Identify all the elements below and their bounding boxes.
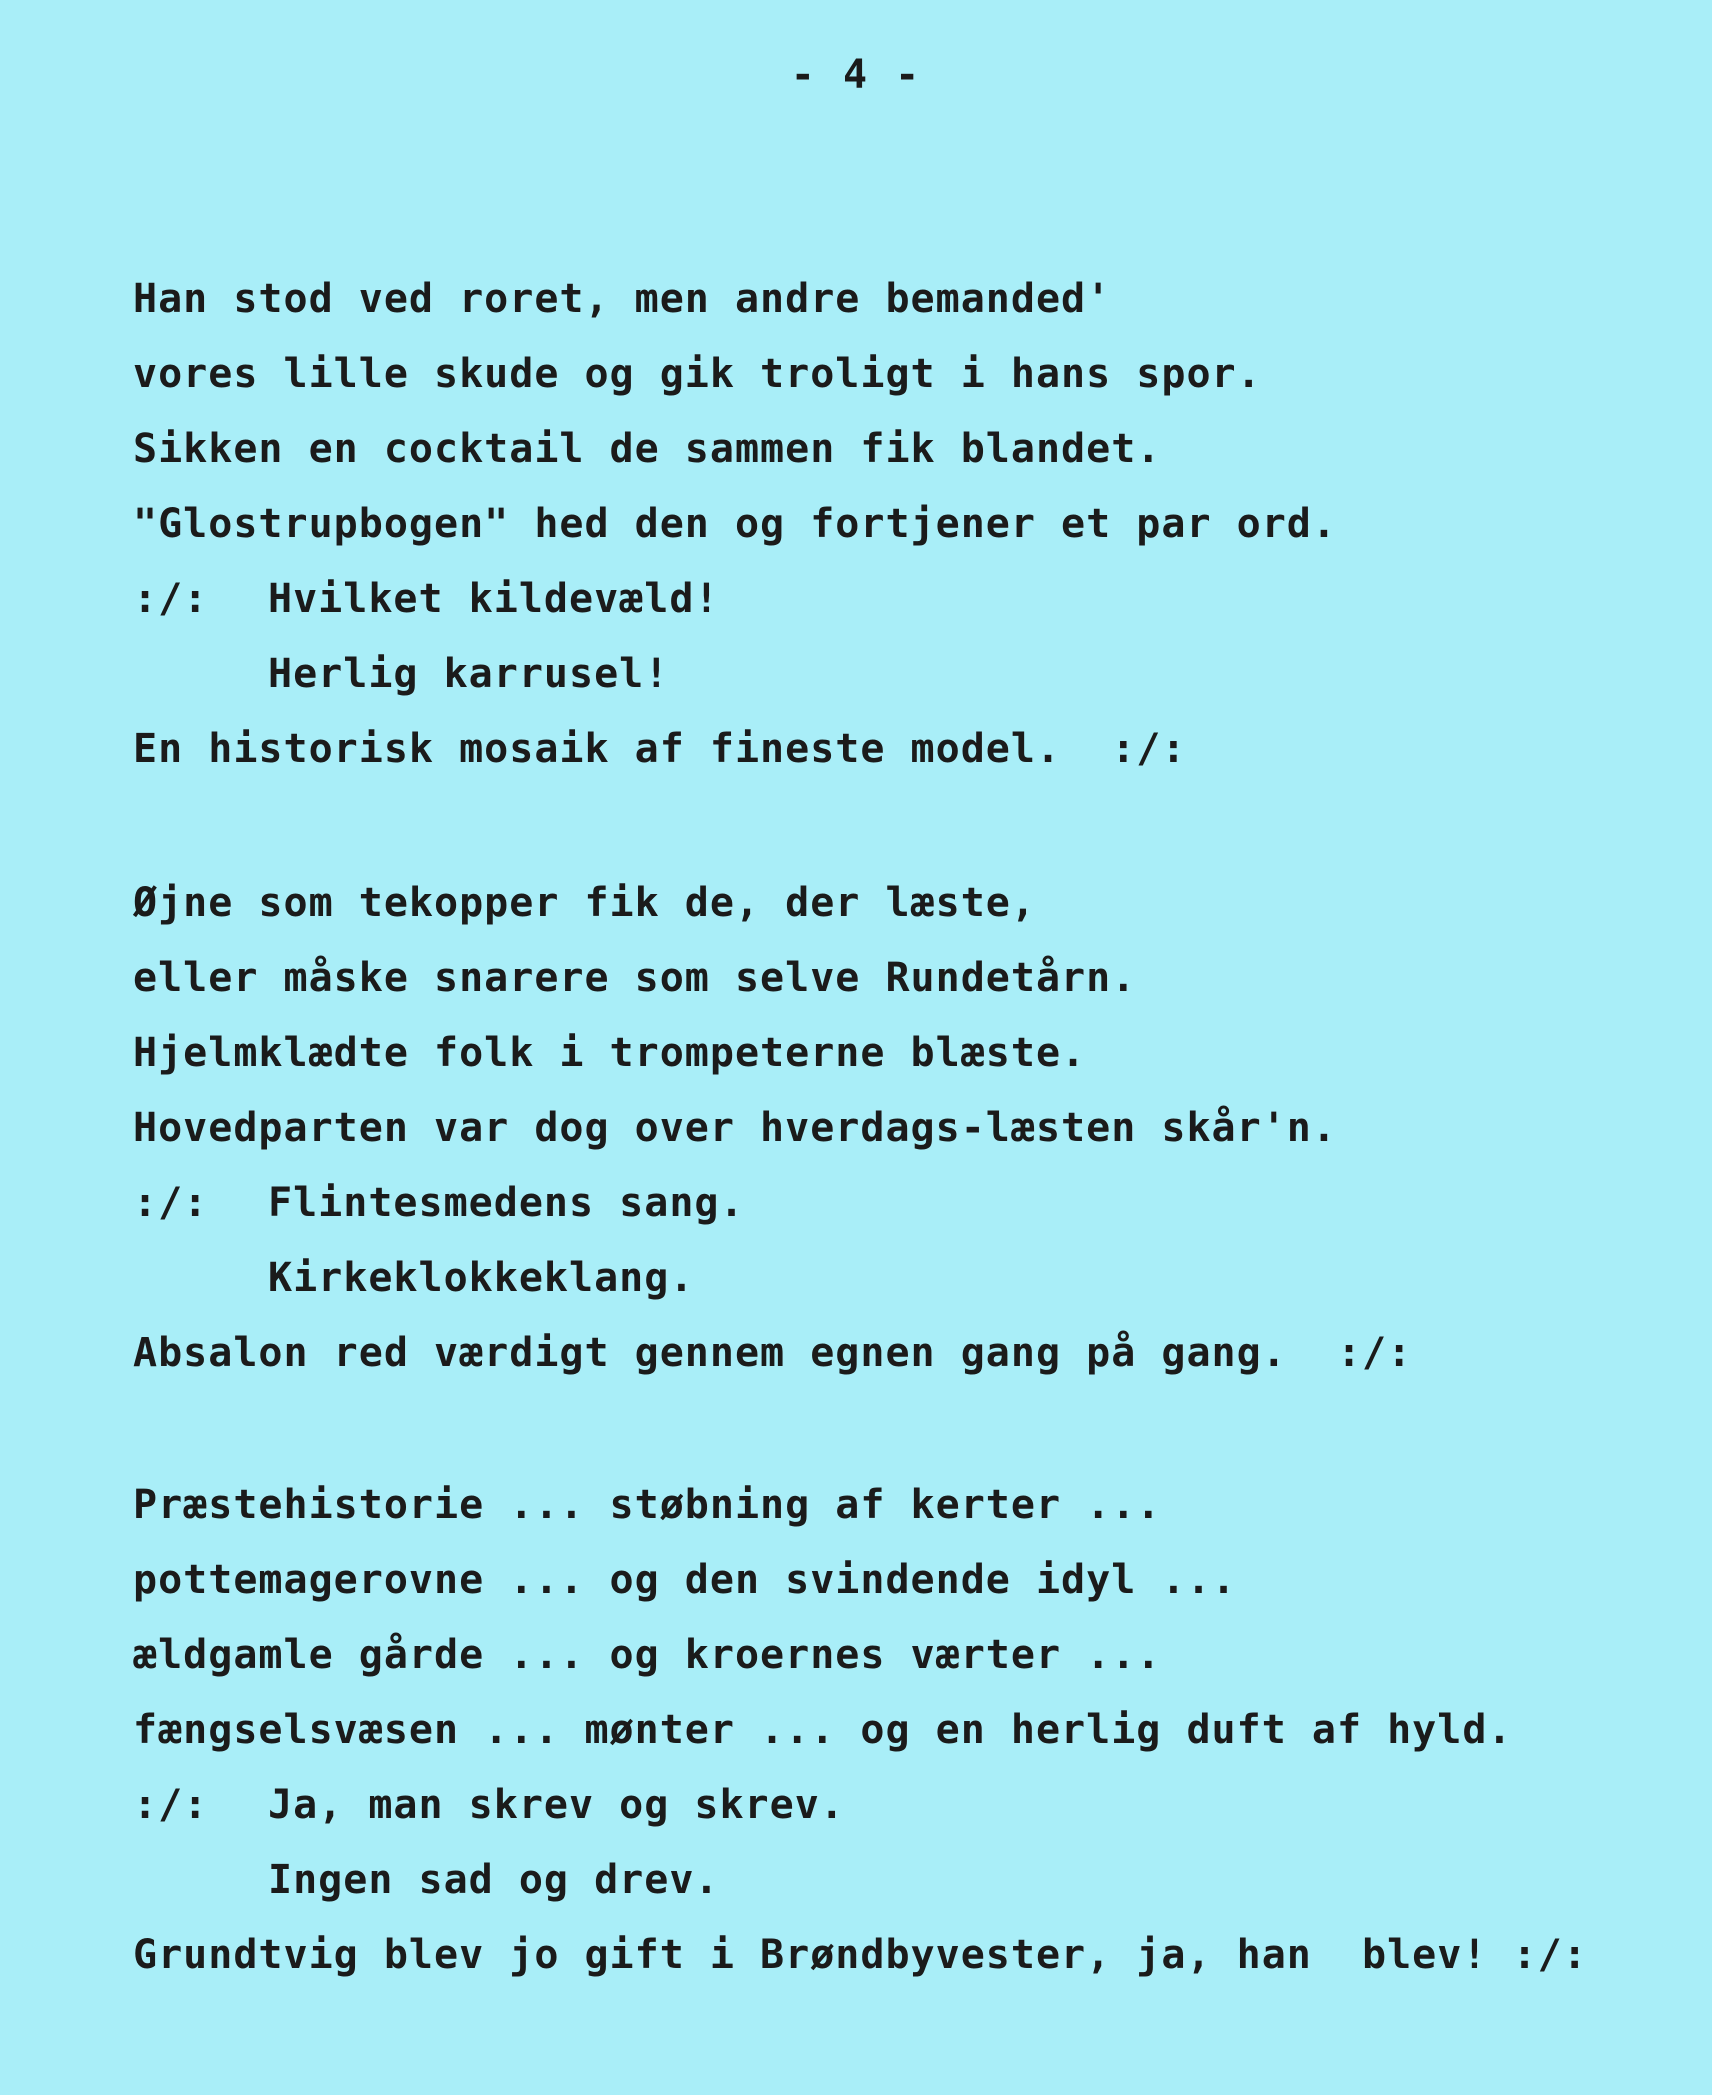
verse-line: Øjne som tekopper fik de, der læste, (133, 880, 1036, 926)
refrain-line: Kirkeklokkeklang. (268, 1255, 695, 1301)
page-number: - 4 - (790, 52, 922, 98)
verse-line: eller måske snarere som selve Rundetårn. (133, 955, 1137, 1001)
refrain-line: Ingen sad og drev. (268, 1857, 720, 1903)
verse-line: ældgamle gårde ... og kroernes værter ... (133, 1632, 1162, 1678)
verse-line: Hjelmklædte folk i trompeterne blæste. (133, 1030, 1087, 1076)
stanza-2 (133, 866, 1673, 1391)
refrain-line (133, 1166, 1673, 1241)
verse-line: vores lille skude og gik troligt i hans spor. (133, 351, 1262, 397)
closing-line: Absalon red værdigt gennem egnen gang på gang. :/: (133, 1330, 1413, 1376)
closing-line: En historisk mosaik af fineste model. :/: (133, 726, 1187, 772)
verse-line: fængselsvæsen ... mønter ... og en herlig duft af hyld. (133, 1707, 1513, 1753)
verse-line: pottemagerovne ... og den svindende idyl ... (133, 1557, 1237, 1603)
verse-line: Sikken en cocktail de sammen fik blandet. (133, 426, 1162, 472)
stanza-1 (133, 262, 1673, 787)
refrain-text: Ja, man skrev og skrev. (268, 1782, 845, 1828)
refrain-text: Flintesmedens sang. (268, 1180, 745, 1226)
refrain-line (133, 1768, 1673, 1843)
refrain-text: Hvilket kildevæld! (268, 576, 720, 622)
repeat-marker: :/: (133, 576, 209, 622)
verse-line: Præstehistorie ... støbning af kerter ... (133, 1482, 1162, 1528)
refrain-line (133, 562, 1673, 637)
verse-line: Han stod ved roret, men andre bemanded' (133, 276, 1112, 322)
verse-line: "Glostrupbogen" hed den og fortjener et par ord. (133, 501, 1337, 547)
repeat-marker: :/: (133, 1782, 209, 1828)
verse-line: Hovedparten var dog over hverdags-læsten skår'n. (133, 1105, 1337, 1151)
closing-line: Grundtvig blev jo gift i Brøndbyvester, ja, han blev! :/: (133, 1932, 1588, 1978)
refrain-line: Herlig karrusel! (268, 651, 670, 697)
stanza-3 (133, 1468, 1673, 1993)
repeat-marker: :/: (133, 1180, 209, 1226)
